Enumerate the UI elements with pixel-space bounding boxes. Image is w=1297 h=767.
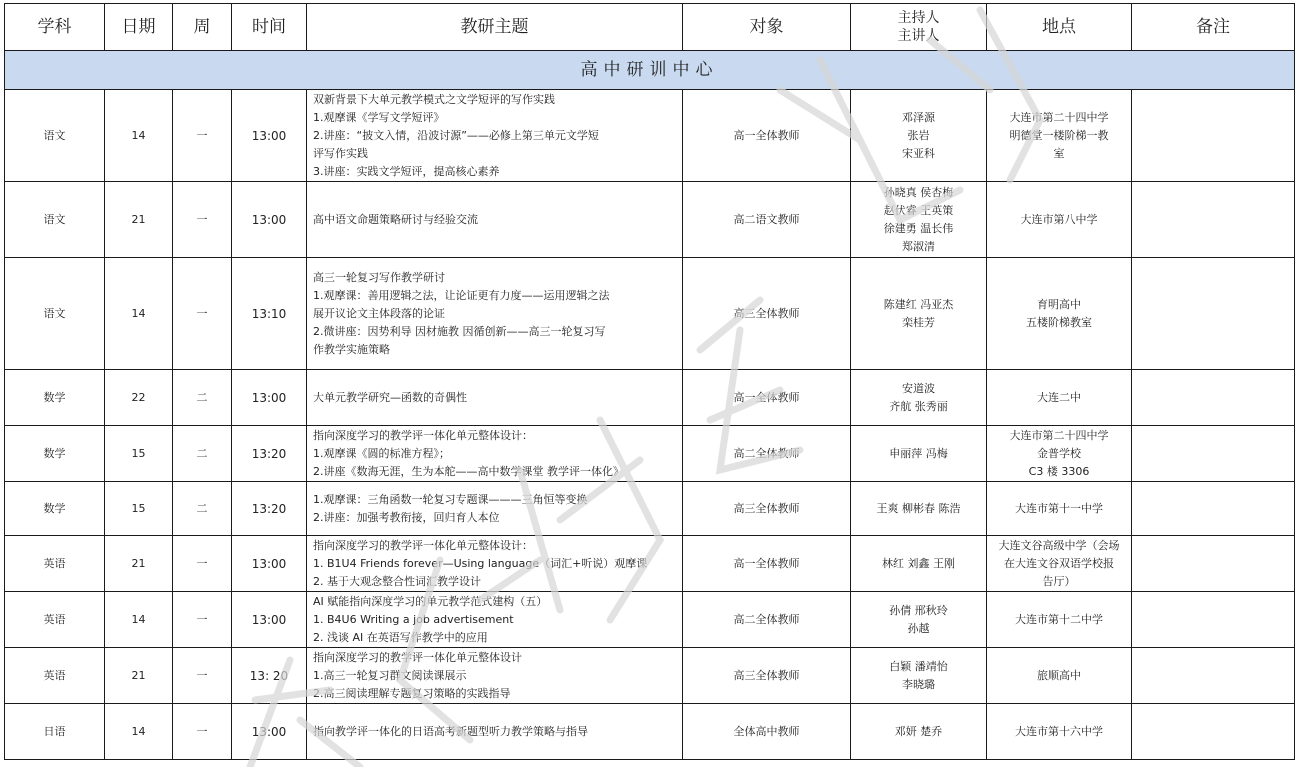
cell-note <box>1132 258 1295 370</box>
cell-subject: 英语 <box>5 536 105 592</box>
cell-topic <box>307 182 683 258</box>
location-line: 五楼阶梯教室 <box>1026 315 1092 329</box>
host-line: 宋亚科 <box>902 146 935 160</box>
cell-note <box>1132 426 1295 482</box>
location-line: 室 <box>1053 146 1065 160</box>
cell-audience: 高三全体教师 <box>683 258 851 370</box>
table-row <box>5 648 1295 704</box>
location-line: 大连市第十二中学 <box>1015 612 1103 626</box>
host-line: 邓泽源 <box>902 110 935 124</box>
table-row <box>5 258 1295 370</box>
cell-note <box>1132 90 1295 182</box>
topic-line: 1. B4U6 Writing a job advertisement <box>313 612 514 626</box>
topic-line: AI 赋能指向深度学习的单元教学范式建构（五） <box>313 594 548 608</box>
cell-date: 15 <box>105 426 173 482</box>
cell-subject: 语文 <box>5 258 105 370</box>
cell-host <box>851 426 987 482</box>
cell-subject: 英语 <box>5 648 105 704</box>
host-line: 孙晓真 侯杏梅 <box>883 185 954 199</box>
location-line: 明德堂一楼阶梯一教 <box>1009 128 1109 142</box>
cell-host <box>851 258 987 370</box>
cell-host <box>851 182 987 258</box>
location-line: 大连市第十一中学 <box>1015 501 1103 515</box>
host-line: 李晓璐 <box>902 677 935 691</box>
cell-subject: 数学 <box>5 482 105 536</box>
cell-host <box>851 90 987 182</box>
cell-audience: 高二全体教师 <box>683 426 851 482</box>
location-line: 大连市第十六中学 <box>1015 724 1103 738</box>
host-line: 安道波 <box>902 381 935 395</box>
cell-location <box>987 426 1132 482</box>
host-line: 赵伏睿 王英策 <box>883 203 954 217</box>
location-line: 旅顺高中 <box>1037 668 1081 682</box>
topic-line: 大单元教学研究—函数的奇偶性 <box>313 390 467 404</box>
header-time: 时间 <box>232 4 307 51</box>
location-line: 大连市第二十四中学 <box>1009 428 1109 442</box>
schedule-table <box>4 3 1295 760</box>
cell-location <box>987 370 1132 426</box>
cell-subject: 语文 <box>5 90 105 182</box>
cell-location <box>987 592 1132 648</box>
cell-note <box>1132 536 1295 592</box>
header-location: 地点 <box>987 4 1132 51</box>
cell-week: 一 <box>173 704 232 760</box>
cell-note <box>1132 482 1295 536</box>
table-row <box>5 536 1295 592</box>
header-note: 备注 <box>1132 4 1295 51</box>
cell-host <box>851 704 987 760</box>
host-line: 白颖 潘靖怡 <box>889 659 948 673</box>
host-line: 徐建勇 温长伟 <box>883 221 954 235</box>
cell-location <box>987 648 1132 704</box>
section-row <box>5 51 1295 90</box>
location-line: 大连市第二十四中学 <box>1009 110 1109 124</box>
host-line: 张岩 <box>907 128 930 142</box>
cell-week: 一 <box>173 90 232 182</box>
cell-note <box>1132 592 1295 648</box>
topic-line: 1. B1U4 Friends forever—Using language（词汇+听说）观摩课 <box>313 556 648 570</box>
cell-topic <box>307 536 683 592</box>
topic-line: 2. 基于大观念整合性词汇教学设计 <box>313 574 481 588</box>
topic-line: 3.讲座：实践文学短评，提高核心素养 <box>313 164 500 178</box>
cell-time: 13:00 <box>232 704 307 760</box>
topic-line: 2.讲座：“披文入情，沿波讨源”——必修上第三单元文学短 <box>313 128 599 142</box>
topic-line: 高三一轮复习写作教学研讨 <box>313 270 445 284</box>
host-line: 栾桂芳 <box>902 315 935 329</box>
topic-line: 指向深度学习的教学评一体化单元整体设计 <box>313 650 522 664</box>
cell-subject: 数学 <box>5 370 105 426</box>
cell-note <box>1132 648 1295 704</box>
cell-date: 22 <box>105 370 173 426</box>
cell-date: 15 <box>105 482 173 536</box>
cell-time: 13:20 <box>232 482 307 536</box>
cell-note <box>1132 370 1295 426</box>
topic-line: 2. 浅谈 AI 在英语写作教学中的应用 <box>313 630 488 644</box>
cell-topic <box>307 258 683 370</box>
header-host-line: 主讲人 <box>897 28 940 44</box>
cell-time: 13:00 <box>232 370 307 426</box>
host-line: 王爽 柳彬春 陈浩 <box>876 501 961 515</box>
cell-topic <box>307 90 683 182</box>
cell-topic <box>307 426 683 482</box>
cell-location <box>987 482 1132 536</box>
topic-line: 指向教学评一体化的日语高考新题型听力教学策略与指导 <box>313 724 588 738</box>
cell-time: 13:20 <box>232 426 307 482</box>
cell-subject: 日语 <box>5 704 105 760</box>
topic-line: 1.观摩课：三角函数一轮复习专题课———三角恒等变换 <box>313 492 588 506</box>
location-line: 大连二中 <box>1037 390 1081 404</box>
cell-date: 21 <box>105 536 173 592</box>
host-line: 孙倩 邢秋玲 <box>889 603 948 617</box>
topic-line: 2.高三阅读理解专题复习策略的实践指导 <box>313 686 511 700</box>
cell-topic <box>307 370 683 426</box>
cell-subject: 英语 <box>5 592 105 648</box>
location-line: C3 楼 3306 <box>1028 464 1090 478</box>
host-line: 林红 刘鑫 王刚 <box>882 556 955 570</box>
cell-location <box>987 536 1132 592</box>
cell-subject: 语文 <box>5 182 105 258</box>
topic-line: 双新背景下大单元教学模式之文学短评的写作实践 <box>313 92 555 106</box>
cell-audience: 高一全体教师 <box>683 536 851 592</box>
topic-line: 评写作实践 <box>313 146 368 160</box>
cell-time: 13:00 <box>232 536 307 592</box>
host-line: 郑淑清 <box>902 239 935 253</box>
table-row <box>5 592 1295 648</box>
cell-host <box>851 482 987 536</box>
cell-host <box>851 536 987 592</box>
cell-note <box>1132 704 1295 760</box>
location-line: 育明高中 <box>1037 297 1081 311</box>
cell-week: 一 <box>173 182 232 258</box>
topic-line: 1.观摩课《圆的标准方程》； <box>313 446 450 460</box>
cell-location <box>987 704 1132 760</box>
header-audience: 对象 <box>683 4 851 51</box>
cell-note <box>1132 182 1295 258</box>
topic-line: 指向深度学习的教学评一体化单元整体设计： <box>313 428 533 442</box>
topic-line: 2.讲座《数海无涯，生为本舵——高中数学课堂 教学评一体化》 <box>313 464 624 478</box>
section-title: 高中研训中心 <box>5 51 1295 90</box>
header-date: 日期 <box>105 4 173 51</box>
table-row <box>5 182 1295 258</box>
topic-line: 2.讲座：加强考教衔接，回归育人本位 <box>313 510 500 524</box>
cell-host <box>851 592 987 648</box>
cell-audience: 全体高中教师 <box>683 704 851 760</box>
cell-location <box>987 258 1132 370</box>
cell-week: 一 <box>173 648 232 704</box>
cell-audience: 高二全体教师 <box>683 592 851 648</box>
location-line: 在大连文谷双语学校报 <box>1004 556 1114 570</box>
location-line: 大连文谷高级中学（会场 <box>998 538 1120 552</box>
cell-date: 14 <box>105 592 173 648</box>
topic-line: 1.高三一轮复习群文阅读课展示 <box>313 668 467 682</box>
host-line: 陈建红 冯亚杰 <box>883 297 954 311</box>
header-host <box>851 4 987 51</box>
cell-date: 14 <box>105 704 173 760</box>
cell-topic <box>307 592 683 648</box>
cell-week: 一 <box>173 536 232 592</box>
cell-time: 13:00 <box>232 90 307 182</box>
topic-line: 高中语文命题策略研讨与经验交流 <box>313 212 478 226</box>
cell-audience: 高二语文教师 <box>683 182 851 258</box>
table-row <box>5 370 1295 426</box>
topic-line: 2.微讲座：因势利导 因材施教 因循创新——高三一轮复习写 <box>313 324 606 338</box>
table-row <box>5 90 1295 182</box>
cell-date: 14 <box>105 90 173 182</box>
cell-audience: 高一全体教师 <box>683 370 851 426</box>
cell-week: 一 <box>173 592 232 648</box>
topic-line: 1.观摩课《学写文学短评》 <box>313 110 445 124</box>
host-line: 邓妍 楚乔 <box>894 724 943 738</box>
cell-topic <box>307 704 683 760</box>
cell-location <box>987 90 1132 182</box>
cell-week: 二 <box>173 482 232 536</box>
topic-line: 1.观摩课：善用逻辑之法，让论证更有力度——运用逻辑之法 <box>313 288 610 302</box>
location-line: 告厅） <box>1042 574 1076 588</box>
cell-subject: 数学 <box>5 426 105 482</box>
cell-date: 21 <box>105 648 173 704</box>
cell-topic <box>307 648 683 704</box>
cell-week: 二 <box>173 426 232 482</box>
topic-line: 作教学实施策略 <box>313 342 390 356</box>
table-row <box>5 426 1295 482</box>
host-line: 申丽萍 冯梅 <box>889 446 948 460</box>
topic-line: 展开议论文主体段落的论证 <box>313 306 445 320</box>
cell-week: 一 <box>173 258 232 370</box>
host-line: 孙越 <box>907 621 930 635</box>
cell-time: 13:10 <box>232 258 307 370</box>
location-line: 大连市第八中学 <box>1020 212 1098 226</box>
header-week: 周 <box>173 4 232 51</box>
header-topic: 教研主题 <box>307 4 683 51</box>
cell-date: 14 <box>105 258 173 370</box>
cell-audience: 高一全体教师 <box>683 90 851 182</box>
cell-location <box>987 182 1132 258</box>
cell-topic <box>307 482 683 536</box>
cell-host <box>851 370 987 426</box>
table-row <box>5 704 1295 760</box>
header-host-line: 主持人 <box>897 10 940 26</box>
host-line: 齐航 张秀丽 <box>889 399 948 413</box>
cell-host <box>851 648 987 704</box>
cell-audience: 高三全体教师 <box>683 482 851 536</box>
location-line: 金普学校 <box>1037 446 1081 460</box>
cell-week: 二 <box>173 370 232 426</box>
cell-time: 13: 20 <box>232 648 307 704</box>
topic-line: 指向深度学习的教学评一体化单元整体设计： <box>313 538 533 552</box>
cell-date: 21 <box>105 182 173 258</box>
cell-time: 13:00 <box>232 182 307 258</box>
header-row <box>5 4 1295 51</box>
cell-audience: 高三全体教师 <box>683 648 851 704</box>
header-subject: 学科 <box>5 4 105 51</box>
table-row <box>5 482 1295 536</box>
cell-time: 13:00 <box>232 592 307 648</box>
